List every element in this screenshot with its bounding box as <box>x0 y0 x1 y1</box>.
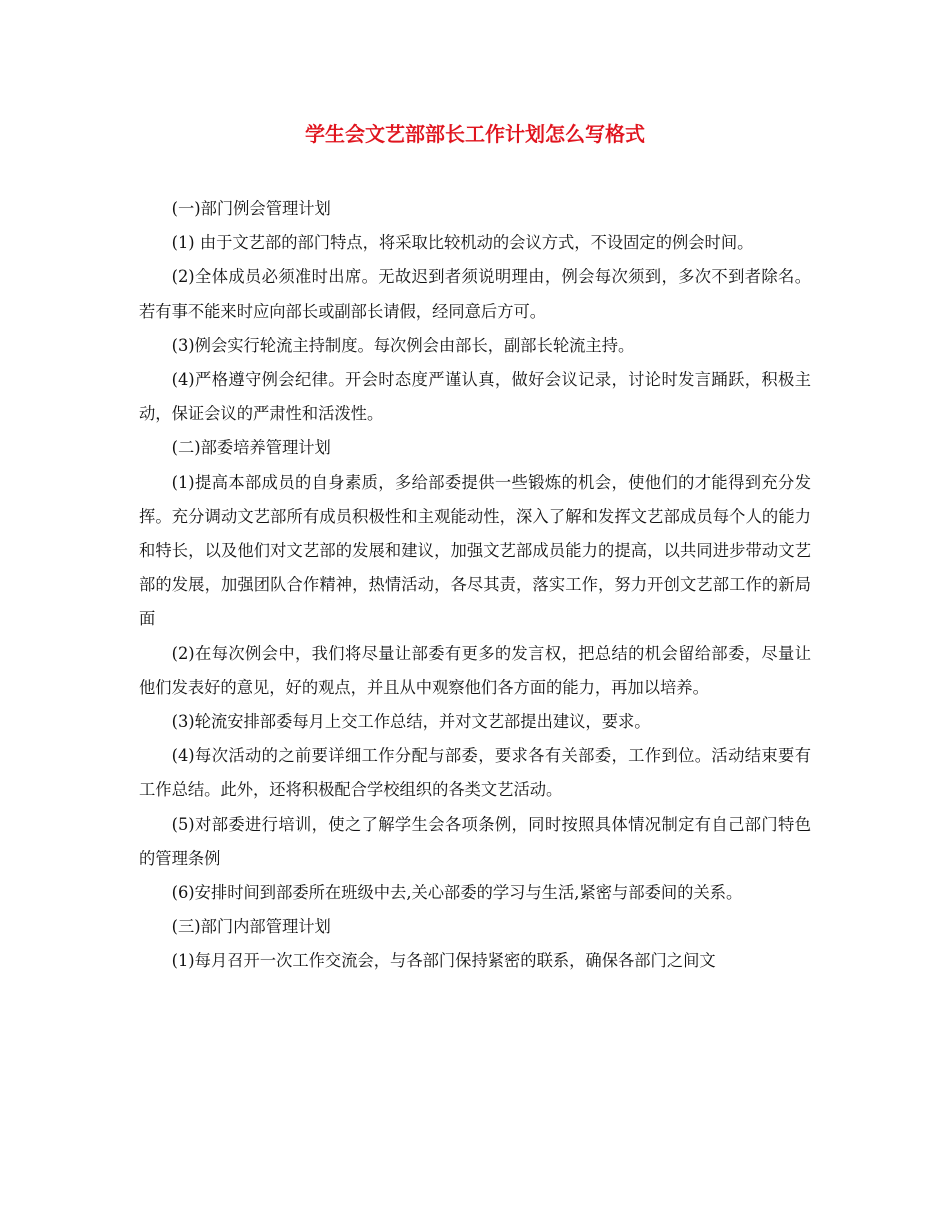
document-title: 学生会文艺部部长工作计划怎么写格式 <box>305 122 645 146</box>
document-body <box>139 192 811 979</box>
paragraph: (三)部门内部管理计划 <box>171 917 331 937</box>
paragraph: (1)每月召开一次工作交流会，与各部门保持紧密的联系，确保各部门之间文 <box>171 951 716 971</box>
paragraph: (5)对部委进行培训，使之了解学生会各项条例，同时按照具体情况制定有自己部门特色的管理条例 <box>139 814 811 868</box>
paragraph: (3)例会实行轮流主持制度。每次例会由部长，副部长轮流主持。 <box>171 335 635 355</box>
paragraph: (3)轮流安排部委每月上交工作总结，并对文艺部提出建议，要求。 <box>171 712 651 732</box>
paragraph: (6)安排时间到部委所在班级中去,关心部委的学习与生活,紧密与部委间的关系。 <box>171 883 743 903</box>
paragraph: (二)部委培养管理计划 <box>171 438 331 458</box>
paragraph: (1)提高本部成员的自身素质，多给部委提供一些锻炼的机会，使他们的才能得到充分发挥。充分调动文艺部所有成员积极性和主观能动性，深入了解和发挥文艺部成员每个人的能力和特长，以及他们对文艺部的发展和建议，加强文艺部成员能力的提高，以共同进步带动文艺部的发展，加强团队合作精神，热情活动，各尽其责，落实工作，努力开创文艺部工作的新局面 <box>139 472 811 629</box>
paragraph: (2)在每次例会中，我们将尽量让部委有更多的发言权，把总结的机会留给部委，尽量让他们发表好的意见，好的观点，并且从中观察他们各方面的能力，再加以培养。 <box>139 643 811 697</box>
paragraph: (4)严格遵守例会纪律。开会时态度严谨认真，做好会议记录，讨论时发言踊跃，积极主动，保证会议的严肃性和活泼性。 <box>139 370 811 424</box>
paragraph: (一)部门例会管理计划 <box>171 199 331 218</box>
paragraph: (4)每次活动的之前要详细工作分配与部委，要求各有关部委，工作到位。活动结束要有工作总结。此外，还将积极配合学校组织的各类文艺活动。 <box>139 746 811 800</box>
paragraph: (1) 由于文艺部的部门特点，将采取比较机动的会议方式，不设固定的例会时间。 <box>171 233 754 253</box>
paragraph: (2)全体成员必须准时出席。无故迟到者须说明理由，例会每次须到，多次不到者除名。若有事不能来时应向部长或副部长请假，经同意后方可。 <box>139 267 811 321</box>
